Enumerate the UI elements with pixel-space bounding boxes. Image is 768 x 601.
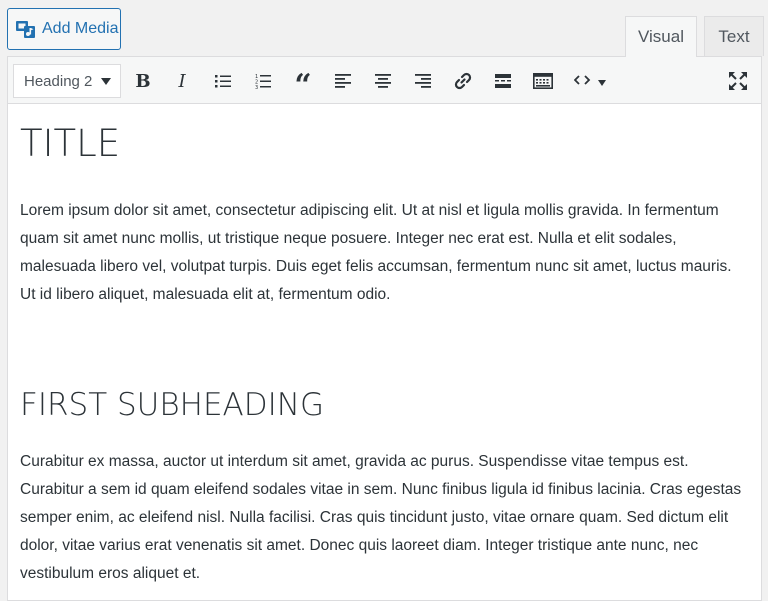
bold-icon: B	[135, 70, 151, 92]
numbered-list-icon	[255, 73, 271, 89]
code-icon	[574, 74, 610, 88]
add-media-button[interactable]	[7, 8, 121, 50]
blockquote-icon: “	[294, 68, 312, 103]
code-dropdown-button[interactable]	[570, 66, 614, 96]
media-icon	[15, 18, 37, 40]
insert-link-icon	[453, 71, 473, 91]
blockquote-button[interactable]	[288, 66, 318, 103]
read-more-icon	[495, 74, 511, 88]
bulleted-list-button[interactable]	[208, 66, 238, 96]
toolbar-toggle-button[interactable]	[528, 66, 558, 96]
format-select-value: Heading 2	[24, 72, 93, 90]
align-center-button[interactable]	[368, 66, 398, 96]
numbered-list-button[interactable]	[248, 66, 278, 96]
fullscreen-button[interactable]	[723, 66, 753, 96]
first-subheading: FIRST SUBHEADING	[20, 387, 324, 423]
align-right-button[interactable]	[408, 66, 438, 96]
insert-link-button[interactable]	[448, 66, 478, 96]
align-center-icon	[375, 74, 391, 88]
chevron-down-icon	[101, 78, 111, 85]
bulleted-list-icon	[215, 74, 231, 88]
svg-text:1: 1	[255, 74, 259, 80]
paragraph-1: Lorem ipsum dolor sit amet, consectetur adipiscing elit. Ut at nisl et ligula mollis gravida. In fermentum quam sit amet nunc mollis, ut tristique neque posuere. Integer nec erat est. Nulla et elit sodales, malesuada libero vel, volutpat turpis. Duis eget felis accumsan, fermentum nunc sit amet, luctus mauris. Ut id libero aliquet, malesuada elit at, fermentum odio.	[20, 202, 732, 303]
visual-editor	[7, 56, 762, 601]
tab-visual[interactable]: Visual	[625, 16, 697, 57]
svg-text:3: 3	[255, 85, 259, 89]
align-right-icon	[415, 74, 431, 88]
align-left-icon	[335, 74, 351, 88]
align-left-button[interactable]	[328, 66, 358, 96]
tab-text[interactable]: Text	[704, 16, 764, 56]
fullscreen-icon	[729, 72, 747, 90]
italic-icon: I	[178, 70, 186, 92]
editor-content[interactable]	[20, 104, 750, 594]
toolbar-toggle-icon	[533, 73, 553, 89]
read-more-button[interactable]	[488, 66, 518, 96]
italic-button[interactable]	[167, 66, 197, 96]
editor-topbar	[0, 0, 768, 56]
add-media-label: Add Media	[42, 20, 119, 37]
post-title-heading: TITLE	[20, 122, 121, 165]
formatting-toolbar	[8, 57, 761, 104]
svg-text:2: 2	[255, 79, 259, 86]
bold-button[interactable]	[128, 66, 158, 96]
paragraph-2: Curabitur ex massa, auctor ut interdum sit amet, gravida ac purus. Suspendisse vitae tempus est. Curabitur a sem id quam eleifend sodales vitae in sem. Nunc finibus ligula id finibus lacinia. Cras egestas semper enim, ac eleifend nisl. Nulla facilisi. Cras quis tincidunt justo, vitae ornare quam. Sed dictum elit dolor, vitae varius erat venenatis sit amet. Donec quis laoreet diam. Integer tristique ante nunc, nec vestibulum eros aliquet et.	[20, 453, 742, 582]
format-select[interactable]	[13, 64, 121, 98]
